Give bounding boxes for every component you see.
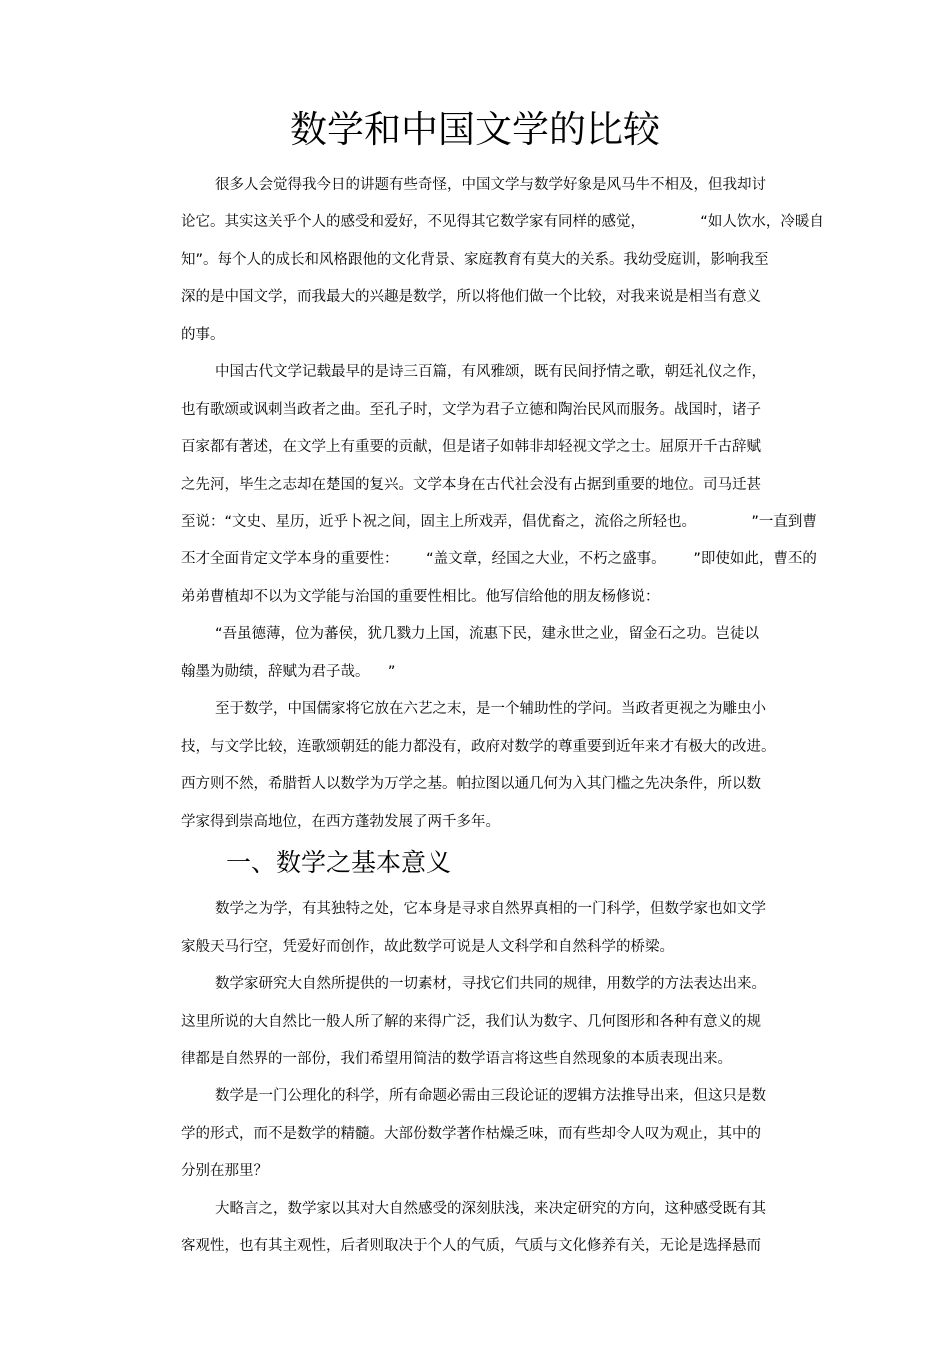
paragraph-line: 律都是自然界的一部份，我们希望用简洁的数学语言将这些自然现象的本质表现出来。	[181, 1051, 732, 1067]
paragraph-line: 论它。其实这关乎个人的感受和爱好，不见得其它数学家有同样的感觉， “如人饮水，冷暖自	[181, 214, 824, 230]
quote-line: “吾虽德薄，位为蕃侯，犹几戮力上国，流惠下民，建永世之业，留金石之功。岂徒以	[215, 626, 760, 642]
paragraph-line: 很多人会觉得我今日的讲题有些奇怪，中国文学与数学好象是风马牛不相及，但我却讨	[215, 177, 766, 193]
paragraph-line: 技，与文学比较，连歌颂朝廷的能力都没有，政府对数学的尊重要到近年来才有极大的改进。	[181, 739, 776, 755]
document-title: 数学和中国文学的比较	[290, 108, 660, 151]
section-heading: 一、数学之基本意义	[226, 848, 452, 877]
paragraph-line: 深的是中国文学，而我最大的兴趣是数学，所以将他们做一个比较，对我来说是相当有意义	[181, 289, 761, 305]
paragraph-line: 中国古代文学记载最早的是诗三百篇，有风雅颂，既有民间抒情之歌，朝廷礼仪之作，	[215, 364, 766, 380]
paragraph-line: 知”。每个人的成长和风格跟他的文化背景、家庭教育有莫大的关系。我幼受庭训，影响我至	[181, 252, 769, 268]
paragraph-line: 至说：“文史、星历，近乎卜祝之间，固主上所戏弄，倡优畜之，流俗之所轻也。 ”一直到曹	[181, 514, 817, 530]
paragraph-line: 百家都有著述，在文学上有重要的贡献，但是诸子如韩非却轻视文学之士。屈原开千古辞赋	[181, 439, 761, 455]
paragraph-line: 分别在那里？	[181, 1163, 268, 1179]
paragraph-line: 这里所说的大自然比一般人所了解的来得广泛，我们认为数字、几何图形和各种有意义的规	[181, 1014, 761, 1030]
paragraph-line: 学家得到崇高地位，在西方蓬勃发展了两千多年。	[181, 814, 500, 830]
paragraph-line: 数学家研究大自然所提供的一切素材，寻找它们共同的规律，用数学的方法表达出来。	[215, 976, 766, 992]
paragraph-line: 数学之为学，有其独特之处，它本身是寻求自然界真相的一门科学，但数学家也如文学	[215, 901, 766, 917]
paragraph-line: 家般天马行空，凭爱好而创作，故此数学可说是人文科学和自然科学的桥梁。	[181, 939, 674, 955]
paragraph-line: 丕才全面肯定文学本身的重要性： “盖文章，经国之大业，不朽之盛事。 ”即使如此，曹丕的	[181, 551, 817, 567]
paragraph-line: 至于数学，中国儒家将它放在六艺之末，是一个辅助性的学问。当政者更视之为雕虫小	[215, 701, 766, 717]
paragraph-line: 数学是一门公理化的科学，所有命题必需由三段论证的逻辑方法推导出来，但这只是数	[215, 1088, 766, 1104]
paragraph-line: 学的形式，而不是数学的精髓。大部份数学著作枯燥乏味，而有些却令人叹为观止，其中的	[181, 1126, 761, 1142]
paragraph-line: 大略言之，数学家以其对大自然感受的深刻肤浅，来决定研究的方向，这种感受既有其	[215, 1201, 766, 1217]
paragraph-line: 也有歌颂或讽刺当政者之曲。至孔子时，文学为君子立德和陶治民风而服务。战国时，诸子	[181, 402, 761, 418]
paragraph-line: 西方则不然，希腊哲人以数学为万学之基。帕拉图以通几何为入其门槛之先决条件，所以数	[181, 776, 761, 792]
quote-line: 翰墨为勋绩，辞赋为君子哉。 ”	[181, 664, 396, 680]
paragraph-line: 客观性，也有其主观性，后者则取决于个人的气质，气质与文化修养有关，无论是选择悬而	[181, 1238, 761, 1254]
paragraph-line: 的事。	[181, 327, 225, 343]
paragraph-line: 之先河，毕生之志却在楚国的复兴。文学本身在古代社会没有占据到重要的地位。司马迁甚	[181, 477, 761, 493]
paragraph-line: 弟弟曹植却不以为文学能与治国的重要性相比。他写信给他的朋友杨修说：	[181, 589, 660, 605]
